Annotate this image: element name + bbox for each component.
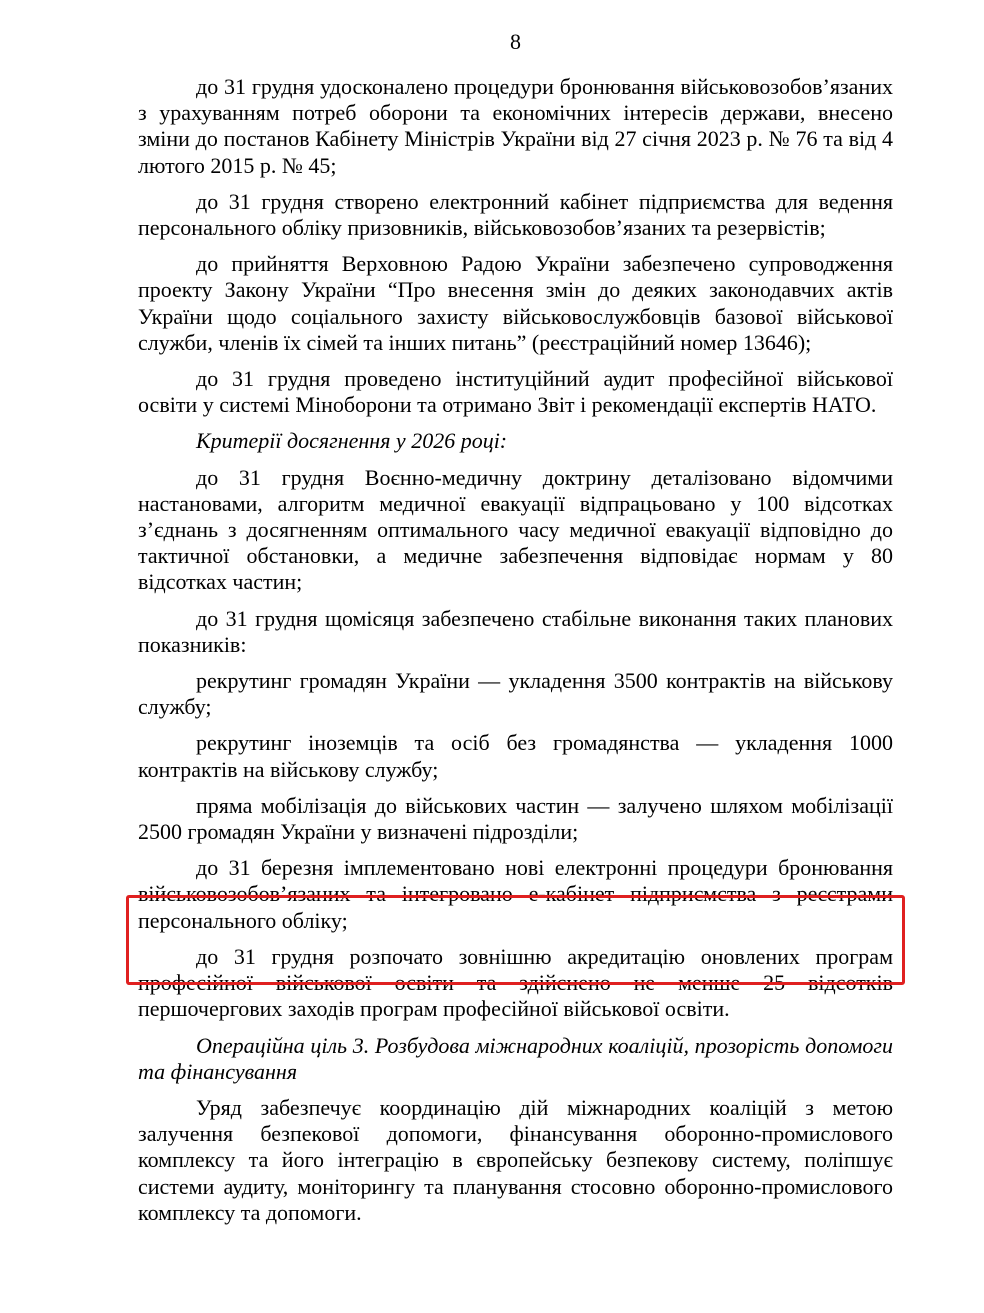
paragraph-recruiting-citizens: рекрутинг громадян України — укладення 3500 контрактів на військову службу;	[138, 668, 893, 720]
paragraph-medical-doctrine: до 31 грудня Воєнно-медичну доктрину деталізовано відомчими настановами, алгоритм медичної евакуації відпрацьовано у 100 відсотках з’єднань з досягненням оптимального часу медичної евакуації відповідно до тактичної обстановки, а медичне забезпечення відповідає нормам у 80 відсотках частин;	[138, 464, 893, 595]
page-number: 8	[510, 29, 521, 54]
operational-goal-heading: Операційна ціль 3. Розбудова міжнародних коаліцій, прозорість допомоги та фінансування	[138, 1032, 893, 1084]
paragraph-accreditation: до 31 грудня розпочато зовнішню акредитацію оновлених програм професійної військової освіти та здійснено не менше 25 відсотків першочергових заходів програм професійної військової освіти.	[138, 943, 893, 1022]
document-page	[138, 28, 893, 1236]
paragraph-enterprise-cabinet: до 31 грудня створено електронний кабінет підприємства для ведення персонального обліку призовників, військовозобов’язаних та резервістів;	[138, 188, 893, 241]
paragraph-draft-law-support: до прийняття Верховною Радою України забезпечено супроводження проекту Закону України “Про внесення змін до деяких законодавчих актів України щодо соціального захисту військовослужбовців базової військової служби, членів їх сімей та інших питань” (реєстраційний номер 13646);	[138, 251, 893, 355]
paragraph-recruiting-foreigners: рекрутинг іноземців та осіб без громадянства — укладення 1000 контрактів на військову службу;	[138, 730, 893, 782]
paragraph-monthly-indicators: до 31 грудня щомісяця забезпечено стабільне виконання таких планових показників:	[138, 605, 893, 657]
criteria-heading: Критерії досягнення у 2026 році:	[196, 428, 508, 454]
paragraph-direct-mobilization: пряма мобілізація до військових частин — залучено шляхом мобілізації 2500 громадян України у визначені підрозділи;	[138, 792, 893, 845]
paragraph-highlighted-reservation: до 31 березня імплементовано нові електронні процедури бронювання військовозобов’язаних та інтегровано е-кабінет підприємства з реєстрами персонального обліку;	[138, 855, 893, 933]
paragraph-reservation-procedures: до 31 грудня удосконалено процедури бронювання військовозобов’язаних з урахуванням потреб оборони та економічних інтересів держави, внесено зміни до постанов Кабінету Міністрів України від 27 січня 2023 р. № 76 та від 4 лютого 2015 р. № 45;	[138, 74, 893, 178]
paragraph-international-coalitions: Уряд забезпечує координацію дій міжнародних коаліцій з метою залучення безпекової допомоги, фінансування оборонно-промислового комплексу та його інтеграцію в європейську безпекову систему, поліпшує системи аудиту, моніторингу та планування стосовно оборонно-промислового комплексу та допомоги.	[138, 1094, 893, 1225]
paragraph-institutional-audit: до 31 грудня проведено інституційний аудит професійної військової освіти у системі Міноборони та отримано Звіт і рекомендації експертів НАТО.	[138, 366, 893, 418]
